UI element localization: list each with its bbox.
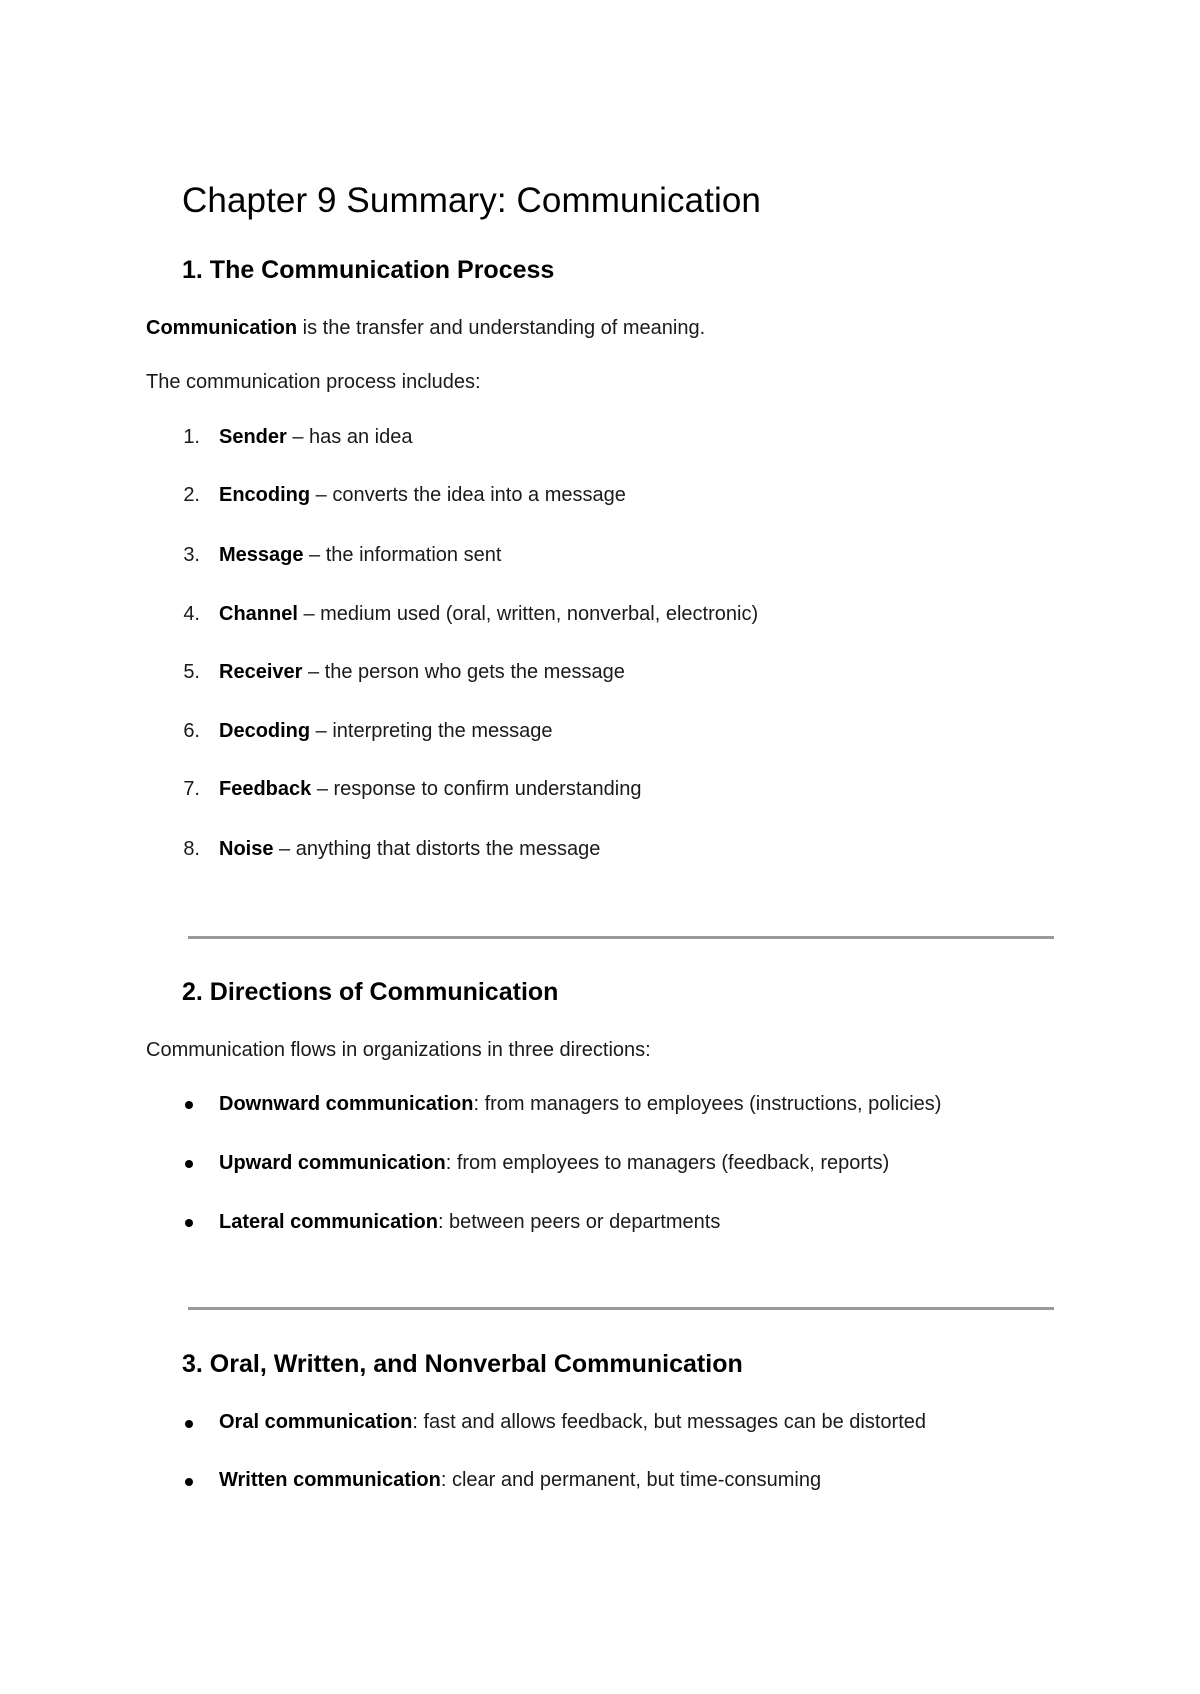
step-term: Channel	[219, 603, 298, 625]
definition-term: Communication	[146, 317, 298, 339]
section-divider	[188, 1307, 1054, 1310]
step-desc: – converts the idea into a message	[310, 484, 626, 506]
list-item-number: 4.	[183, 603, 200, 625]
step-desc: – interpreting the message	[310, 720, 553, 742]
item-desc: : from managers to employees (instructions, policies)	[473, 1093, 942, 1115]
list-item	[219, 1411, 926, 1434]
item-term: Lateral communication	[219, 1211, 438, 1233]
bullet-icon	[185, 1478, 193, 1486]
list-item	[219, 1469, 821, 1492]
step-term: Receiver	[219, 661, 303, 683]
step-term: Noise	[219, 838, 274, 860]
bullet-icon	[185, 1219, 193, 1227]
page-title: Chapter 9 Summary: Communication	[182, 181, 761, 220]
step-desc: – anything that distorts the message	[273, 838, 601, 860]
step-desc: – the person who gets the message	[302, 661, 625, 683]
list-item-number: 8.	[183, 838, 200, 860]
definition-text: is the transfer and understanding of meaning.	[297, 317, 706, 339]
step-term: Message	[219, 544, 304, 566]
list-item	[219, 544, 501, 567]
item-desc: : between peers or departments	[437, 1211, 721, 1233]
list-item	[219, 838, 600, 861]
item-desc: : from employees to managers (feedback, reports)	[445, 1152, 890, 1174]
directions-intro: Communication flows in organizations in three directions:	[146, 1039, 651, 1061]
item-desc: : fast and allows feedback, but messages can be distorted	[412, 1411, 927, 1433]
step-term: Decoding	[219, 720, 311, 742]
list-item	[219, 720, 553, 743]
bullet-icon	[185, 1101, 193, 1109]
section-2-heading: 2. Directions of Communication	[182, 978, 559, 1006]
list-item-number: 5.	[183, 661, 200, 683]
bullet-icon	[185, 1420, 193, 1428]
step-desc: – has an idea	[286, 426, 413, 448]
list-item	[219, 1152, 889, 1175]
item-desc: : clear and permanent, but time-consuming	[440, 1469, 822, 1491]
step-desc: – medium used (oral, written, nonverbal, electronic)	[297, 603, 759, 625]
list-item-number: 6.	[183, 720, 200, 742]
section-3-heading: 3. Oral, Written, and Nonverbal Communication	[182, 1350, 743, 1378]
list-item-number: 1.	[183, 426, 200, 448]
list-item	[219, 778, 641, 801]
step-term: Sender	[219, 426, 287, 448]
list-item	[219, 426, 412, 449]
bullet-icon	[185, 1160, 193, 1168]
step-desc: – the information sent	[303, 544, 502, 566]
list-item-number: 3.	[183, 544, 200, 566]
item-term: Written communication	[219, 1469, 441, 1491]
list-item-number: 2.	[183, 484, 200, 506]
step-term: Feedback	[219, 778, 312, 800]
step-term: Encoding	[219, 484, 311, 506]
list-item	[219, 661, 625, 684]
item-term: Oral communication	[219, 1411, 413, 1433]
list-item	[219, 484, 626, 507]
section-divider	[188, 936, 1054, 939]
list-item	[219, 603, 758, 626]
section-1-heading: 1. The Communication Process	[182, 256, 555, 284]
list-item	[219, 1093, 941, 1116]
item-term: Downward communication	[219, 1093, 474, 1115]
process-intro: The communication process includes:	[146, 371, 481, 393]
list-item-number: 7.	[183, 778, 200, 800]
list-item	[219, 1211, 720, 1234]
item-term: Upward communication	[219, 1152, 446, 1174]
definition-paragraph	[146, 317, 705, 340]
step-desc: – response to confirm understanding	[311, 778, 642, 800]
